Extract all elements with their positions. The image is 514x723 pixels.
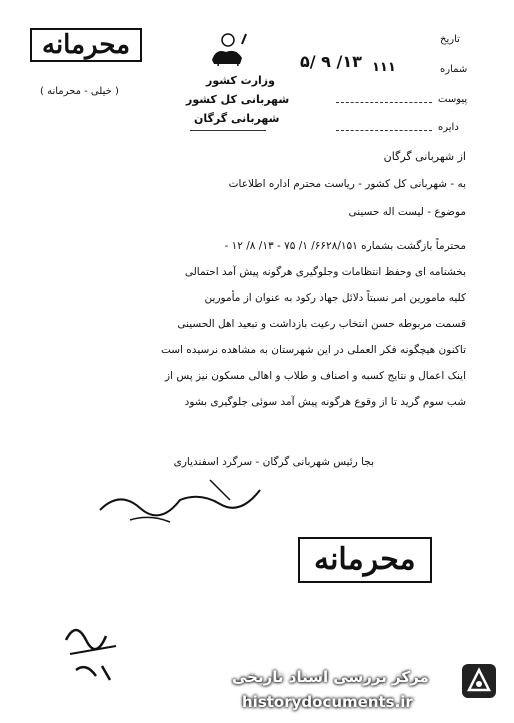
classification-note: ( خیلی - محرمانه ) bbox=[40, 86, 119, 97]
archive-name: مرکز بررسی اسناد تاریخی bbox=[232, 668, 429, 686]
number-label: شماره bbox=[440, 64, 468, 75]
letter-subject: موضوع - لیست اله حسینی bbox=[348, 206, 466, 218]
lion-and-sun-emblem-icon bbox=[206, 30, 248, 70]
handwritten-signature-icon bbox=[90, 470, 270, 530]
classification-stamp-bottom: محرمانه bbox=[298, 537, 432, 583]
body-line: شب سوم گرید تا از وقوع هرگونه پیش آمد سوئی جلوگیری بشود bbox=[184, 396, 466, 408]
handwritten-note-icon bbox=[56, 610, 136, 690]
office-label: دایره bbox=[438, 122, 459, 133]
body-line: محترماً بازگشت بشماره ۶۶۲۸/۱۵۱/ ۱/ ۷۵ - ۱۳/ ۸/ ۱۲ - bbox=[224, 240, 466, 252]
unit-name: شهربانی گرگان bbox=[194, 112, 280, 125]
body-line: تاکنون هیچگونه فکر العملی در این شهرستان به مشاهده نرسیده است bbox=[160, 344, 466, 356]
ministry-name: وزارت کشور bbox=[206, 74, 275, 87]
body-line: قسمت مربوطه حسن انتخاب رعیت بازداشت و تبعید اهل الحسینی bbox=[177, 318, 466, 330]
archive-url: historydocuments.ir bbox=[242, 693, 413, 711]
attachment-label: پیوست bbox=[438, 94, 468, 105]
number-value: ۱۱۱ bbox=[372, 60, 396, 75]
letter-to: به - شهربانی کل کشور - ریاست محترم اداره اطلاعات bbox=[228, 178, 466, 190]
office-field bbox=[336, 130, 432, 131]
body-line: کلیه مامورین امر نسبتاً دلائل جهاد رکود به عنوان از مأمورین bbox=[204, 292, 466, 304]
signature-line: بجا رئیس شهربانی گرگان - سرگرد اسفندیاری bbox=[173, 456, 374, 468]
date-label: تاریخ bbox=[440, 34, 460, 45]
department-name: شهربانی کل کشور bbox=[186, 93, 290, 106]
classification-stamp-top: محرمانه bbox=[30, 28, 142, 62]
attachment-field bbox=[336, 102, 432, 103]
date-value: ۵/ ۹ /۱۳ bbox=[300, 52, 362, 71]
unit-underline bbox=[190, 130, 266, 131]
body-line: بخشنامه ای وحفظ انتظامات وجلوگیری هرگونه پیش آمد احتمالی bbox=[184, 266, 466, 278]
letter-from: از شهربانی گرگان bbox=[383, 150, 466, 163]
archive-logo-icon bbox=[460, 662, 498, 700]
body-line: اینک اعمال و نتایج کسبه و اصناف و طلاب و اهالی مسکون نیز پس از bbox=[165, 370, 466, 382]
